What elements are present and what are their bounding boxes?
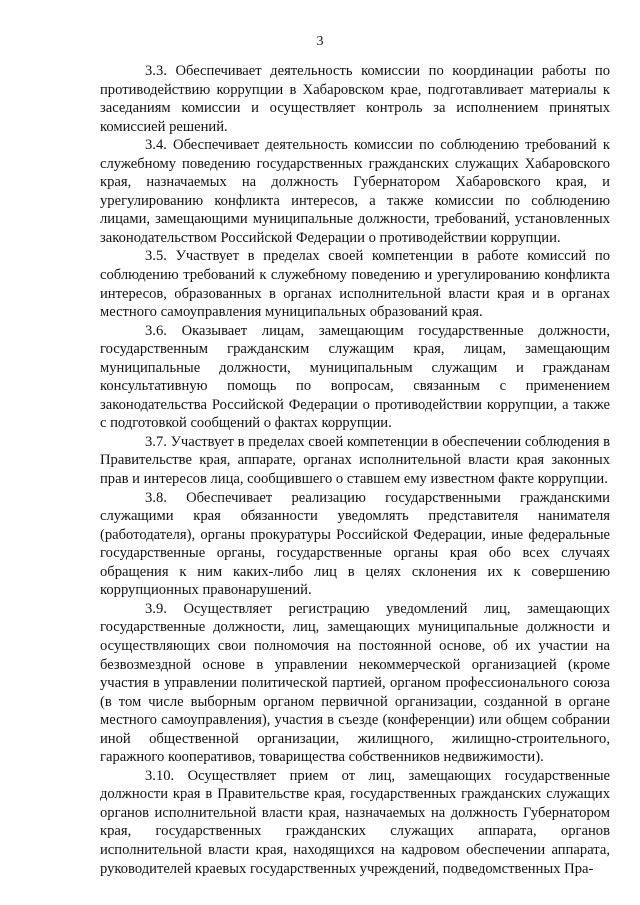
paragraph-3-7: 3.7. Участвует в пределах своей компетенции в обеспечении соблюдения в Правительстве края, аппарате, органах исполнительной власти края законных прав и интересов лица, сообщившего о ставшем ему известном факте коррупции. [100,433,610,488]
document-body [100,62,610,878]
paragraph-3-4: 3.4. Обеспечивает деятельность комиссии по соблюдению требований к служебному поведению государственных гражданских служащих Хабаровского края, назначаемых на должность Губернатором Хабаровского края, и урегулированию конфликта интересов, а также комиссии по соблюдению лицами, замещающими муниципальные должности, требований, установленных законодательством Российской Федерации о противодействии коррупции. [100,137,610,246]
page-number: 3 [316,34,324,49]
paragraph-3-5: 3.5. Участвует в пределах своей компетенции в работе комиссий по соблюдению требований к служебному поведению и урегулированию конфликта интересов, образованных в органах исполнительной власти края и в органах местного самоуправления муниципальных образований края. [100,248,610,321]
paragraph-3-9: 3.9. Осуществляет регистрацию уведомлений лиц, замещающих государственные должности, лиц, замещающих муниципальные должности и осуществляющих свои полномочия на постоянной основе, об их участии на безвозмездной основе в управлении некоммерческой организацией (кроме участия в управлении политической партией, органом профессионального союза (в том числе выборным органом первичной организации, созданной в органе местного самоуправления), участия в съезде (конференции) или общем собрании иной общественной организации, жилищного, жилищно-строительного, гаражного кооперативов, товарищества собственников недвижимости). [100,600,610,766]
paragraph-3-8: 3.8. Обеспечивает реализацию государственными гражданскими служащими края обязанности уведомлять представителя нанимателя (работодателя), органы прокуратуры Российской Федерации, иные федеральные государственные органы, государственные органы края обо всех случаях обращения к ним каких-либо лиц в целях склонения их к совершению коррупционных правонарушений. [100,489,610,599]
paragraph-3-6: 3.6. Оказывает лицам, замещающим государственные должности, государственным гражданским служащим края, лицам, замещающим муниципальные должности, муниципальным служащим и гражданам консультативную помощь по вопросам, связанным с применением законодательства Российской Федерации о противодействии коррупции, а также с подготовкой сообщений о фактах коррупции. [100,322,610,432]
paragraph-3-3: 3.3. Обеспечивает деятельность комиссии по координации работы по противодействию коррупции в Хабаровском крае, подготавливает материалы к заседаниям комиссии и осуществляет контроль за исполнением принятых комиссией решений. [100,63,610,135]
paragraph-3-10: 3.10. Осуществляет прием от лиц, замещающих государственные должности края в Правительстве края, государственных гражданских служащих органов исполнительной власти края, назначаемых на должность Губернатором края, государственных гражданских служащих аппарата, органов исполнительной власти края, находящихся на кадровом обеспечении аппарата, руководителей краевых государственных учреждений, подведомственных Пра- [100,767,610,877]
